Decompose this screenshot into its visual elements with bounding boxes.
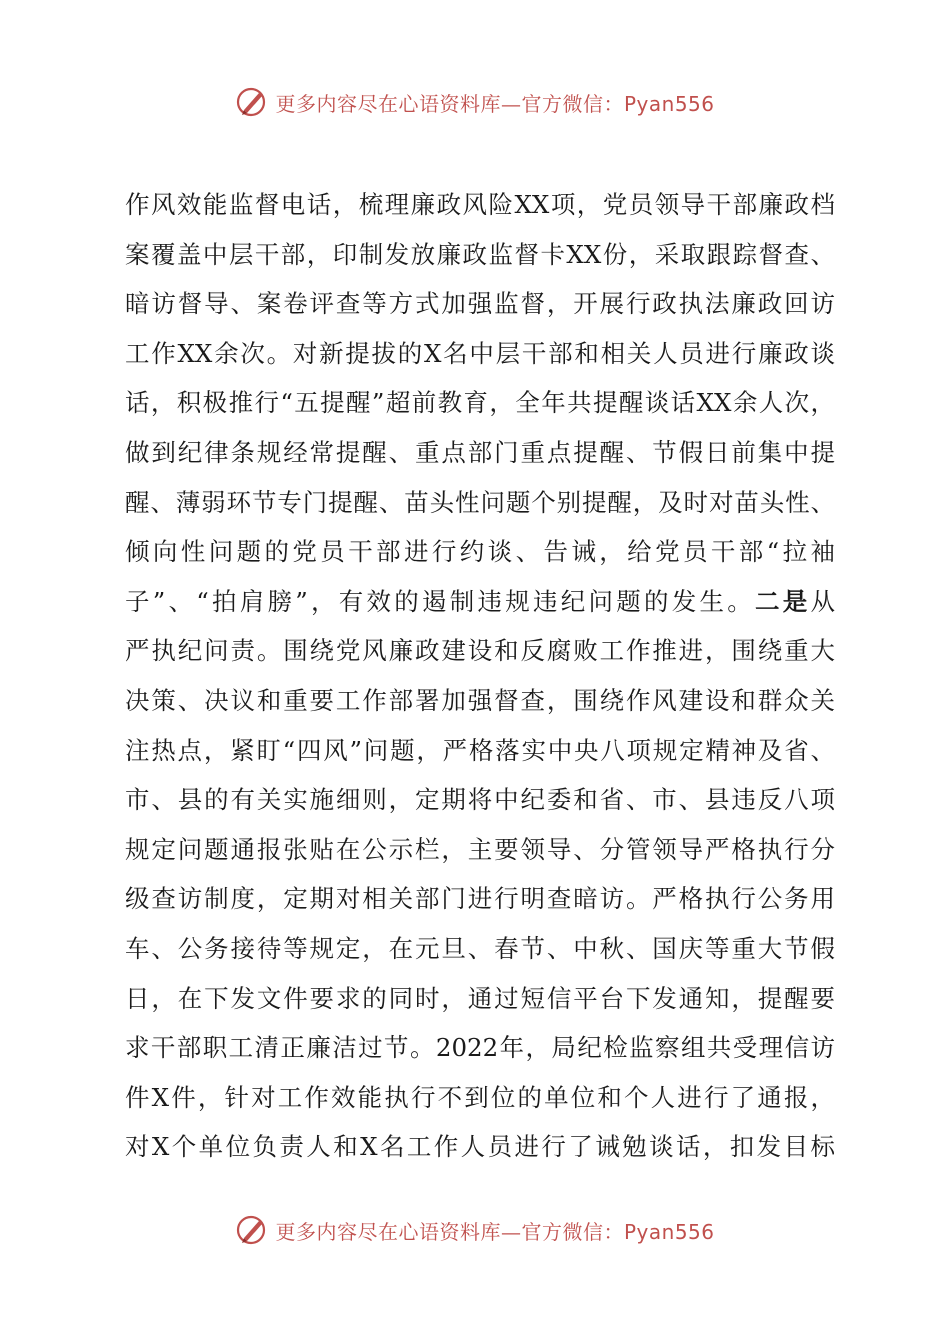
text-line: 规定问题通报张贴在公示栏，主要领导、分管领导严格执行分	[125, 834, 835, 864]
emphasis-label: 二是	[755, 586, 811, 616]
text-line: 暗访督导、案卷评查等方式加强监督，开展行政执法廉政回访	[125, 289, 835, 319]
text-line: 醒、薄弱环节专门提醒、苗头性问题个别提醒，及时对苗头性、	[125, 487, 835, 517]
text-line: 注热点，紧盯“四风”问题，严格落实中央八项规定精神及省、	[125, 735, 835, 765]
text-line: 件X件，针对工作效能执行不到位的单位和个人进行了通报，	[125, 1082, 835, 1112]
text-line: 倾向性问题的党员干部进行约谈、告诫，给党员干部“拉袖	[125, 537, 835, 567]
text-line: 话，积极推行“五提醒”超前教育，全年共提醒谈话XX余人次，	[125, 388, 835, 418]
header-watermark	[0, 82, 950, 122]
document-body	[125, 180, 835, 1172]
pen-in-circle-icon	[235, 85, 269, 119]
watermark-text: 更多内容尽在心语资料库—官方微信：Pyan556	[275, 1219, 715, 1244]
pen-in-circle-icon	[235, 1213, 269, 1247]
text-line: 市、县的有关实施细则，定期将中纪委和省、市、县违反八项	[125, 785, 835, 815]
text-line: 级查访制度，定期对相关部门进行明查暗访。严格执行公务用	[125, 884, 835, 914]
text-line: 日，在下发文件要求的同时，通过短信平台下发通知，提醒要	[125, 983, 835, 1013]
text-line: 求干部职工清正廉洁过节。2022年，局纪检监察组共受理信访	[125, 1033, 835, 1063]
text-line: 严执纪问责。围绕党风廉政建设和反腐败工作推进，围绕重大	[125, 636, 835, 666]
watermark-text: 更多内容尽在心语资料库—官方微信：Pyan556	[275, 91, 715, 116]
text-line: 对X个单位负责人和X名工作人员进行了诫勉谈话，扣发目标	[125, 1132, 835, 1162]
text-line: 作风效能监督电话，梳理廉政风险XX项，党员领导干部廉政档	[125, 190, 835, 219]
text-line-with-emphasis: 子”、“拍肩膀”，有效的遏制违规违纪问题的发生。二是从	[125, 586, 836, 616]
text-line: 车、公务接待等规定，在元旦、春节、中秋、国庆等重大节假	[125, 933, 835, 963]
text-line: 案覆盖中层干部，印制发放廉政监督卡XX份，采取跟踪督查、	[125, 239, 835, 269]
text-line: 做到纪律条规经常提醒、重点部门重点提醒、节假日前集中提	[125, 437, 835, 467]
footer-watermark	[0, 1210, 950, 1250]
text-line: 工作XX余次。对新提拔的X名中层干部和相关人员进行廉政谈	[125, 338, 835, 368]
text-line: 决策、决议和重要工作部署加强督查，围绕作风建设和群众关	[125, 685, 835, 715]
